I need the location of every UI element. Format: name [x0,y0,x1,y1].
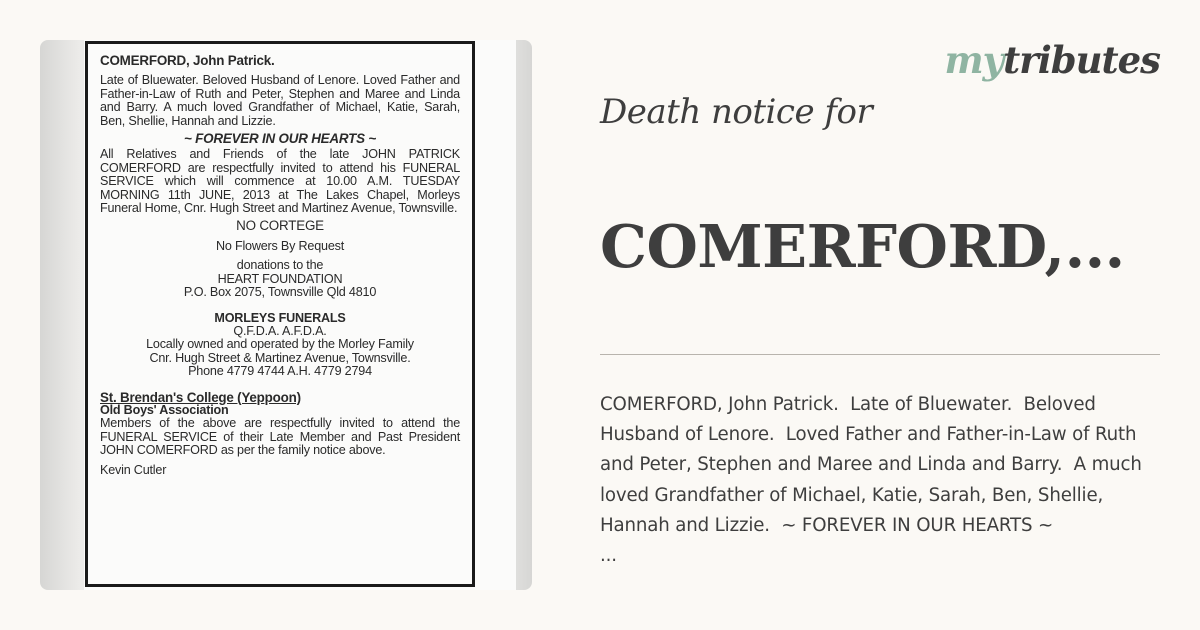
deceased-name: COMERFORD,... [600,212,1125,281]
page-subtitle: Death notice for [600,92,873,132]
notice-owned: Locally owned and operated by the Morley Family [146,337,414,352]
notice-qfda: Q.F.D.A. A.F.D.A. [233,323,327,338]
logo-my: my [944,38,1004,82]
notice-image [40,40,532,590]
notice-association-paragraph: Members of the above are respectfully invited to attend the FUNERAL SERVICE of their Late Member and Past President JOHN COMERFORD as per the family notice above. [100,416,460,458]
notice-college: St. Brendan's College (Yeppoon) [100,389,301,405]
notice-service-paragraph: All Relatives and Friends of the late JOHN PATRICK COMERFORD are respectfully invited to attend his FUNERAL SERVICE which will commence at 10.00 A.M. TUESDAY MORNING 11th JUNE, 2013 at The Lakes Chapel, Morleys Funeral Home, Cnr. Hugh Street and Martinez Avenue, Townsville. [100,147,460,216]
mytributes-logo [944,38,1160,82]
notice-funeral-home: MORLEYS FUNERALS [214,310,346,325]
notice-association: Old Boys' Association [100,402,229,417]
notice-donations: donations to the [236,258,324,273]
notice-heading: COMERFORD, John Patrick. [100,53,275,68]
notice-flowers: No Flowers By Request [215,238,345,253]
notice-cortege: NO CORTEGE [236,218,324,234]
notice-family-paragraph: Late of Bluewater. Beloved Husband of Lenore. Loved Father and Father-in-Law of Ruth and Peter, Stephen and Maree and Linda and Barry. A much loved Grandfather of Michael, Katie, Sarah, Ben, Shellie, Hannah and Lizzie. [100,73,460,128]
logo-tributes: tributes [1003,38,1160,82]
notice-excerpt: COMERFORD, John Patrick. Late of Bluewater. Beloved Husband of Lenore. Loved Father and Father-in-Law of Ruth and Peter, Stephen and Maree and Linda and Barry. A much loved Grandfather of Michael, Katie, Sarah, Ben, Shellie, Hannah and Lizzie. ~ FOREVER IN OUR HEARTS ~ ... [600,394,1142,567]
notice-signoff: Kevin Cutler [100,462,167,477]
notice-paper [84,40,516,590]
notice-foundation: HEART FOUNDATION [217,271,343,286]
notice-address: Cnr. Hugh Street & Martinez Avenue, Townsville. [149,350,411,365]
notice-phone: Phone 4779 4744 A.H. 4779 2794 [188,364,372,379]
notice-pobox: P.O. Box 2075, Townsville Qld 4810 [183,285,377,300]
notice-border [85,41,475,587]
divider [600,354,1160,355]
notice-forever-line: ~ FOREVER IN OUR HEARTS ~ [184,131,376,147]
